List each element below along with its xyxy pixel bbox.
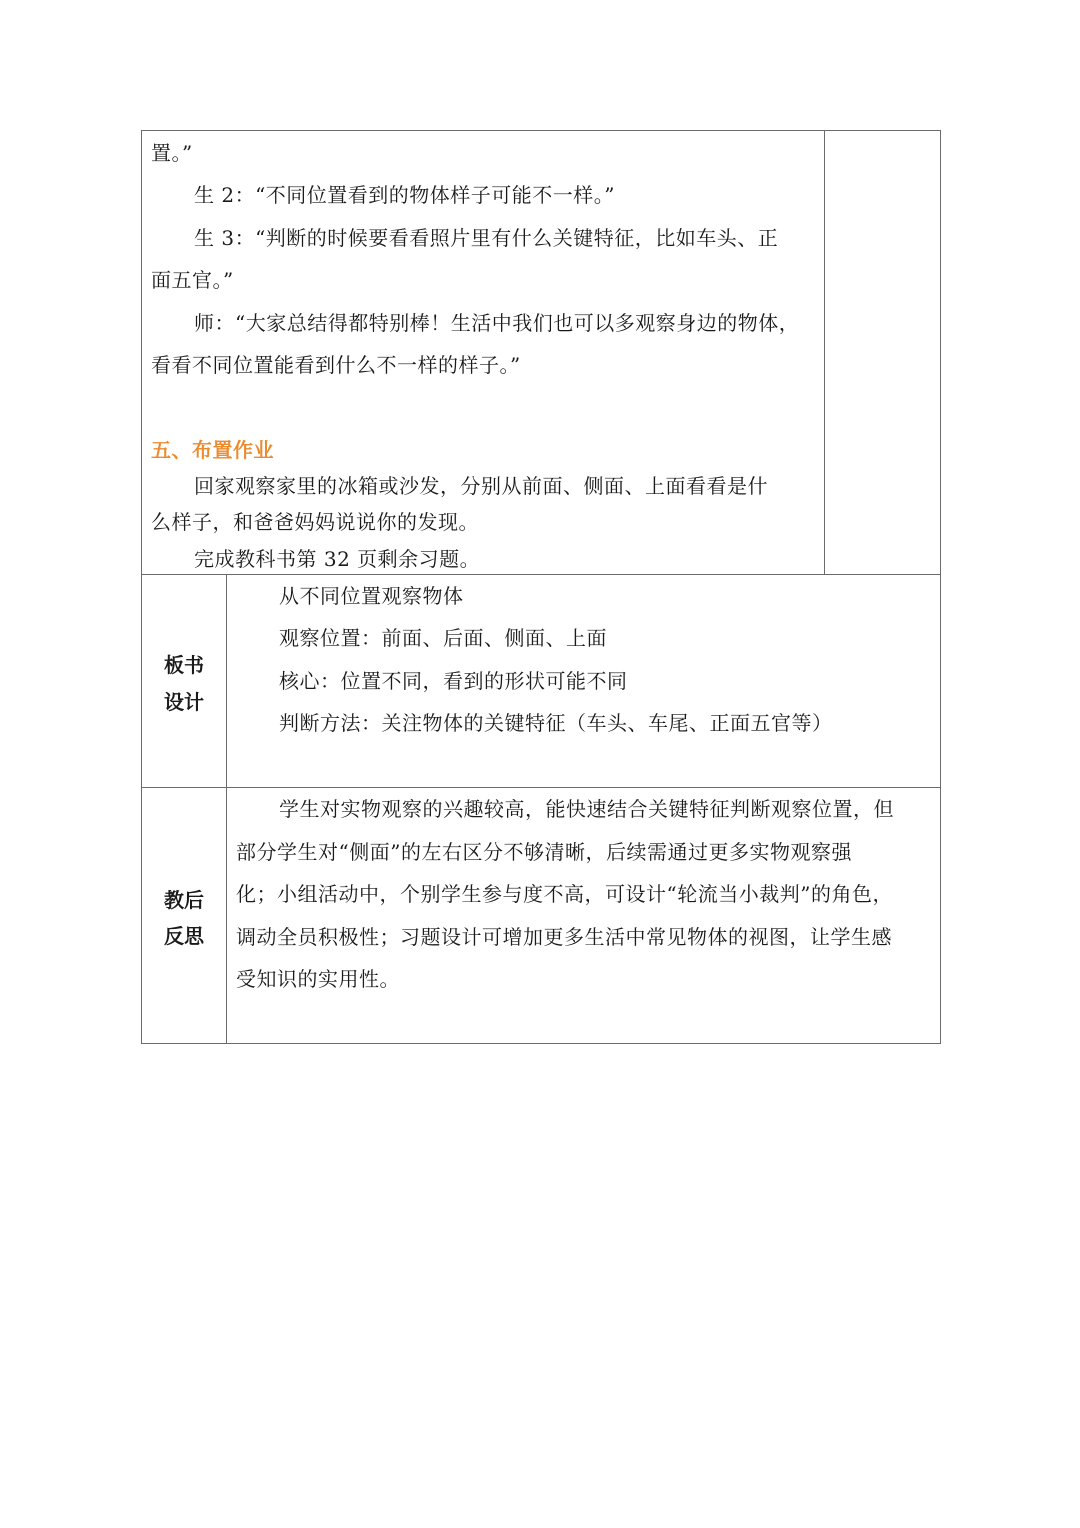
table-bottom-border [141, 1043, 941, 1044]
homework-line: 回家观察家里的冰箱或沙发，分别从前面、侧面、上面看看是什 [194, 474, 768, 498]
board-design-label-line2: 设计 [164, 690, 204, 714]
summary-line: 生 2：“不同位置看到的物体样子可能不一样。” [194, 183, 616, 207]
reflection-label-line2: 反思 [164, 924, 204, 948]
notes-column-divider [824, 130, 825, 575]
homework-line: 完成教科书第 32 页剩余习题。 [194, 547, 481, 571]
reflection-line: 部分学生对“侧面”的左右区分不够清晰，后续需通过更多实物观察强 [236, 840, 852, 864]
row-divider-2 [141, 787, 941, 788]
table-top-border [141, 130, 941, 131]
reflection-line: 化；小组活动中，个别学生参与度不高，可设计“轮流当小裁判”的角色， [236, 882, 893, 906]
summary-line: 置。” [151, 141, 193, 165]
summary-line: 看看不同位置能看到什么不一样的样子。” [151, 353, 521, 377]
board-line: 观察位置：前面、后面、侧面、上面 [279, 626, 607, 650]
summary-line: 生 3：“判断的时候要看看照片里有什么关键特征，比如车头、正 [194, 226, 779, 250]
table-right-border [940, 130, 941, 1044]
reflection-line: 调动全员积极性；习题设计可增加更多生活中常见物体的视图，让学生感 [236, 925, 892, 949]
row-divider-1 [141, 574, 941, 575]
board-line: 核心：位置不同，看到的形状可能不同 [279, 669, 628, 693]
reflection-line: 受知识的实用性。 [236, 967, 400, 991]
summary-line: 师：“大家总结得都特别棒！生活中我们也可以多观察身边的物体， [194, 311, 800, 335]
reflection-line: 学生对实物观察的兴趣较高，能快速结合关键特征判断观察位置，但 [279, 797, 894, 821]
board-design-label-line1: 板书 [164, 653, 204, 677]
board-line: 从不同位置观察物体 [279, 584, 464, 608]
label-column-divider [226, 574, 227, 1044]
homework-heading: 五、布置作业 [151, 438, 274, 462]
reflection-label-line1: 教后 [164, 888, 204, 912]
board-line: 判断方法：关注物体的关键特征（车头、车尾、正面五官等） [279, 711, 833, 735]
homework-line: 么样子，和爸爸妈妈说说你的发现。 [151, 510, 479, 534]
summary-line: 面五官。” [151, 268, 234, 292]
